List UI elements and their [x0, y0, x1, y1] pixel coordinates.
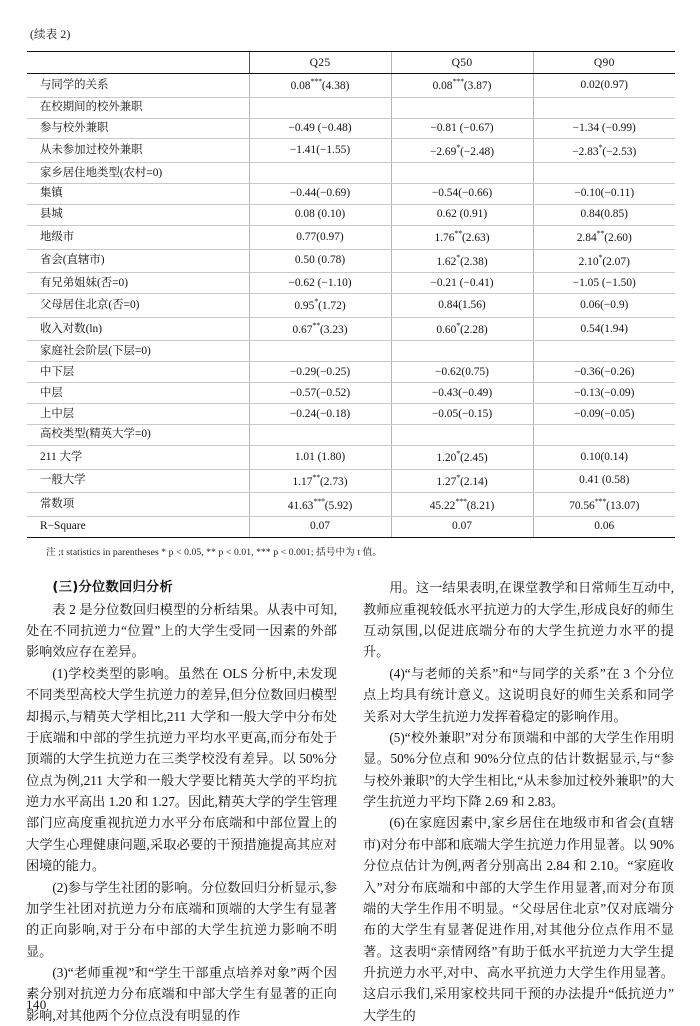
cell-q25: 0.07 — [249, 516, 391, 537]
table-body — [27, 74, 675, 538]
row-label: 家乡居住地类型(农村=0) — [27, 163, 249, 184]
cell-q90: 0.06(−0.9) — [533, 294, 675, 318]
row-label: 从未参加过校外兼职 — [27, 139, 249, 163]
cell-q90: 0.54(1.94) — [533, 317, 675, 341]
table-row — [27, 362, 675, 383]
cell-q50 — [391, 341, 533, 362]
row-label: R−Square — [27, 516, 249, 537]
row-label: 与同学的关系 — [27, 74, 249, 98]
cell-q90: −1.34 (−0.99) — [533, 118, 675, 139]
row-label: 地级市 — [27, 225, 249, 249]
paragraph: (2)参与学生社团的影响。分位数回归分析显示,参加学生社团对抗逆力分布底端和顶端的大学生有显著的正向影响,对于分布中部的大学生抗逆力影响不明显。 — [26, 879, 337, 959]
table-row — [27, 383, 675, 404]
cell-q25: −0.57(−0.52) — [249, 383, 391, 404]
cell-q25 — [249, 425, 391, 446]
cell-q50: −0.54(−0.66) — [391, 184, 533, 205]
column-header-q90: Q90 — [533, 52, 675, 74]
cell-q25 — [249, 163, 391, 184]
row-label: 211 大学 — [27, 445, 249, 469]
cell-q25: 0.95*(1.72) — [249, 294, 391, 318]
table-row — [27, 294, 675, 318]
cell-q50: 0.84(1.56) — [391, 294, 533, 318]
table-row — [27, 74, 675, 98]
table-row — [27, 469, 675, 493]
paragraph: (5)“校外兼职”对分布顶端和中部的大学生作用明显。50%分位点和 90%分位点的估计数据显示,与“参与校外兼职”的大学生相比,“从未参加过校外兼职”的大学生抗逆力平均下降 2.69 和 2.83。 — [363, 729, 674, 810]
cell-q25: −1.41(−1.55) — [249, 139, 391, 163]
table-row — [27, 225, 675, 249]
cell-q50: 1.76**(2.63) — [391, 225, 533, 249]
table-row — [27, 118, 675, 139]
cell-q50: 45.22***(8.21) — [391, 493, 533, 517]
cell-q25: −0.49 (−0.48) — [249, 118, 391, 139]
cell-q25: −0.62 (−1.10) — [249, 273, 391, 294]
right-text-column — [363, 577, 674, 1026]
cell-q50 — [391, 97, 533, 118]
cell-q50: 1.62*(2.38) — [391, 249, 533, 273]
row-label: 参与校外兼职 — [27, 118, 249, 139]
cell-q90: −0.13(−0.09) — [533, 383, 675, 404]
table-row — [27, 97, 675, 118]
row-label: 集镇 — [27, 184, 249, 205]
row-label: 中层 — [27, 383, 249, 404]
cell-q50: −0.21 (−0.41) — [391, 273, 533, 294]
table-row — [27, 184, 675, 205]
column-header-blank — [27, 52, 249, 74]
table-row — [27, 493, 675, 517]
body-columns — [26, 577, 674, 1026]
page-number: 140 — [26, 997, 47, 1012]
quantile-regression-table — [27, 51, 675, 538]
cell-q50: −0.81 (−0.67) — [391, 118, 533, 139]
cell-q90: −2.83*(−2.53) — [533, 139, 675, 163]
cell-q90: 0.06 — [533, 516, 675, 537]
cell-q90: −0.36(−0.26) — [533, 362, 675, 383]
cell-q90: −0.09(−0.05) — [533, 404, 675, 425]
table-row — [27, 425, 675, 446]
table-row — [27, 204, 675, 225]
column-header-q50: Q50 — [391, 52, 533, 74]
table-header-row — [27, 52, 675, 74]
paragraph: 表 2 是分位数回归模型的分析结果。从表中可知,处在不同抗逆力“位置”上的大学生受同一因素的外部影响效应存在差异。 — [26, 601, 337, 660]
cell-q25: 41.63***(5.92) — [249, 493, 391, 517]
cell-q90: 2.84**(2.60) — [533, 225, 675, 249]
left-paragraph-container — [26, 599, 337, 1026]
paragraph: 用。这一结果表明,在课堂教学和日常师生互动中,教师应重视较低水平抗逆力的大学生,形成良好的师生互动氛围,以促进底端分布的大学生抗逆力水平的提升。 — [363, 580, 674, 660]
table-row — [27, 273, 675, 294]
table-row — [27, 516, 675, 537]
cell-q50: −0.43(−0.49) — [391, 383, 533, 404]
cell-q50: 1.27*(2.14) — [391, 469, 533, 493]
cell-q25 — [249, 341, 391, 362]
right-paragraph-container — [363, 577, 674, 1026]
cell-q25: 1.01 (1.80) — [249, 445, 391, 469]
cell-q50: 0.60*(2.28) — [391, 317, 533, 341]
row-label: 收入对数(ln) — [27, 317, 249, 341]
table-note: 注 ;t statistics in parentheses * p < 0.05, ** p < 0.01, *** p < 0.001; 括号中为 t 值。 — [46, 546, 383, 558]
row-label: 中下层 — [27, 362, 249, 383]
cell-q50 — [391, 163, 533, 184]
row-label: 常数项 — [27, 493, 249, 517]
row-label: 一般大学 — [27, 469, 249, 493]
cell-q90: 0.02(0.97) — [533, 74, 675, 98]
cell-q90: 0.84(0.85) — [533, 204, 675, 225]
cell-q90 — [533, 341, 675, 362]
row-label: 家庭社会阶层(下层=0) — [27, 341, 249, 362]
table-row — [27, 445, 675, 469]
cell-q90: 2.10*(2.07) — [533, 249, 675, 273]
table-row — [27, 139, 675, 163]
row-label: 高校类型(精英大学=0) — [27, 425, 249, 446]
row-label: 县城 — [27, 204, 249, 225]
cell-q90: 0.10(0.14) — [533, 445, 675, 469]
cell-q50: −2.69*(−2.48) — [391, 139, 533, 163]
cell-q25: 0.77(0.97) — [249, 225, 391, 249]
cell-q25: 1.17**(2.73) — [249, 469, 391, 493]
cell-q25: 0.67**(3.23) — [249, 317, 391, 341]
cell-q50: 0.07 — [391, 516, 533, 537]
cell-q50 — [391, 425, 533, 446]
cell-q25: 0.08 (0.10) — [249, 204, 391, 225]
row-label: 上中层 — [27, 404, 249, 425]
cell-q90: 0.41 (0.58) — [533, 469, 675, 493]
cell-q25: 0.08***(4.38) — [249, 74, 391, 98]
row-label: 在校期间的校外兼职 — [27, 97, 249, 118]
paragraph: (4)“与老师的关系”和“与同学的关系”在 3 个分位点上均具有统计意义。这说明良好的师生关系和同学关系对大学生抗逆力发挥着稳定的影响作用。 — [363, 665, 674, 724]
cell-q90: 70.56***(13.07) — [533, 493, 675, 517]
cell-q50: −0.05(−0.15) — [391, 404, 533, 425]
cell-q90: −0.10(−0.11) — [533, 184, 675, 205]
cell-q25: −0.24(−0.18) — [249, 404, 391, 425]
table-row — [27, 317, 675, 341]
paragraph: (1)学校类型的影响。虽然在 OLS 分析中,未发现不同类型高校大学生抗逆力的差异,但分位数回归模型却揭示,与精英大学相比,211 大学和一般大学中分布处于底端和中部的学生抗逆力平均水平更高,而分布处于顶端的大学生抗逆力在三类学校没有差异。以 50%分位点为例,211 大学和一般大学要比精英大学的平均抗逆力水平高出 1.20 和 1.27。因此,精英大学的学生管理部门应高度重视抗逆力水平分布底端和中部位置上的大学生心理健康问题,采取必要的干预措施提高其应对困境的能力。 — [26, 665, 337, 874]
table-row — [27, 249, 675, 273]
row-label: 父母居住北京(否=0) — [27, 294, 249, 318]
column-header-q25: Q25 — [249, 52, 391, 74]
left-text-column — [26, 577, 337, 1026]
cell-q25 — [249, 97, 391, 118]
cell-q25: −0.44(−0.69) — [249, 184, 391, 205]
cell-q90 — [533, 163, 675, 184]
paragraph: (3)“老师重视”和“学生干部重点培养对象”两个因素分别对抗逆力分布底端和中部大学生有显著的正向影响,对其他两个分位点没有明显的作 — [26, 965, 337, 1023]
table-row — [27, 163, 675, 184]
cell-q25: 0.50 (0.78) — [249, 249, 391, 273]
cell-q90 — [533, 97, 675, 118]
cell-q25: −0.29(−0.25) — [249, 362, 391, 383]
row-label: 有兄弟姐妹(否=0) — [27, 273, 249, 294]
table-row — [27, 404, 675, 425]
cell-q90 — [533, 425, 675, 446]
table-row — [27, 341, 675, 362]
cell-q90: −1.05 (−1.50) — [533, 273, 675, 294]
row-label: 省会(直辖市) — [27, 249, 249, 273]
cell-q50: 0.08***(3.87) — [391, 74, 533, 98]
continued-table-label: (续表 2) — [30, 29, 71, 41]
paragraph: (6)在家庭因素中,家乡居住在地级市和省会(直辖市)对分布中部和底端大学生抗逆力作用显著。以 90%分位点估计为例,两者分别高出 2.84 和 2.10。“家庭收入”对分布底端和中部的大学生作用显著,而对分布顶端的大学生作用不明显。“父母居住北京”仅对底端分布的大学生有显著促进作用,对其他分位点作用不显著。这表明“亲情网络”有助于低水平抗逆力大学生提升抗逆力水平,对中、高水平抗逆力大学生作用显著。这启示我们,采用家校共同干预的办法提升“低抗逆力”大学生的 — [363, 815, 674, 1023]
cell-q50: −0.62(0.75) — [391, 362, 533, 383]
table-head — [27, 52, 675, 74]
section-heading: (三)分位数回归分析 — [52, 580, 173, 596]
cell-q50: 1.20*(2.45) — [391, 445, 533, 469]
cell-q50: 0.62 (0.91) — [391, 204, 533, 225]
